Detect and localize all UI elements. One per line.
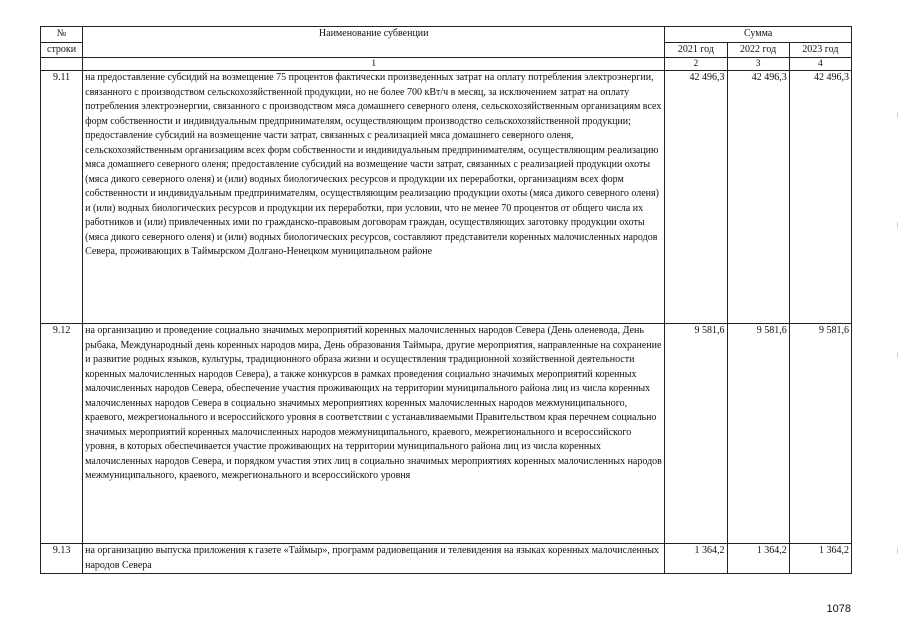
page-number: 1078	[826, 603, 851, 615]
row-value-2022: 42 496,3	[727, 71, 789, 324]
scan-margin-mark	[897, 222, 898, 228]
row-number: 9.12	[41, 324, 83, 544]
index-cell-3: 3	[727, 58, 789, 71]
row-value-2023: 9 581,6	[789, 324, 851, 544]
table-row	[41, 71, 852, 324]
row-value-2021: 1 364,2	[665, 544, 727, 574]
row-description: на организацию и проведение социально значимых мероприятий коренных малочисленных народов Севера (День оленевода, День рыбака, Международный день коренных народов мира, День образования Таймыра, другие мероприятия, направленные на сохранение и развитие родных языков, культуры, традиционного образа жизни и осуществления традиционной хозяйственной деятельности коренных малочисленных народов Севера), а также конкурсов в рамках проведения социально значимых мероприятий коренных малочисленных народов Севера, обеспечение участия проживающих на территории муниципального района лиц из числа коренных малочисленных народов Севера в социально значимых мероприятиях коренных малочисленных народов межмуниципального, краевого, межрегионального и всероссийского уровня в соответствии с устанавливаемыми Правительством края перечнем социально значимых мероприятий коренных малочисленных народов межмуниципального, краевого, межрегионального и всероссийского уровня, в которых обеспечивается участие проживающих на территории муниципального района лиц из числа коренных малочисленных народов Севера, и порядком участия этих лиц в социально значимых мероприятиях коренных малочисленных народов межмуниципального, краевого, межрегионального и всероссийского уровня	[83, 324, 665, 544]
row-value-2022: 1 364,2	[727, 544, 789, 574]
row-description: на предоставление субсидий на возмещение 75 процентов фактически произведенных затрат на оплату потребления электроэнергии, связанного с производством сельскохозяйственной продукции, но не более 700 кВт/ч в месяц, за исключением затрат на оплату потребления электроэнергии, связанного с производством мяса домашнего северного оленя, сельскохозяйственным организациям всех форм собственности и индивидуальным предпринимателям, осуществляющим производство сельскохозяйственной продукции; предоставление субсидий на возмещение части затрат, связанных с реализацией мяса домашнего северного оленя, сельскохозяйственным организациям всех форм собственности и индивидуальным предпринимателям, осуществляющим реализацию мяса домашнего северного оленя; предоставление субсидий на возмещение части затрат, связанных с реализацией продукции охоты (мяса дикого северного оленя) и (или) водных биологических ресурсов и продукции их переработки, организациям всех форм собственности и индивидуальным предпринимателям, осуществляющим реализацию продукции охоты (мяса дикого северного оленя) и (или) водных биологических ресурсов и продукции их переработки, при условии, что не менее 70 процентов от общего числа их работников и (или) привлеченных ими по гражданско-правовым договорам граждан, осуществляющих заготовку продукции охоты (мяса дикого северного оленя) и (или) водных биологических ресурсов, составляют представители коренных малочисленных народов Севера, проживающих в Таймырском Долгано-Ненецком муниципальном районе	[83, 71, 665, 324]
scan-margin-mark	[897, 548, 898, 554]
scan-margin-mark	[897, 112, 898, 118]
index-cell-1: 1	[83, 58, 665, 71]
scan-margin-mark	[897, 352, 898, 358]
header-year-2021: 2021 год	[665, 42, 727, 58]
header-num-bottom: строки	[41, 42, 83, 58]
header-num-top: №	[41, 27, 83, 43]
index-cell-2: 2	[665, 58, 727, 71]
header-sum: Сумма	[665, 27, 852, 43]
index-cell-4: 4	[789, 58, 851, 71]
header-year-2023: 2023 год	[789, 42, 851, 58]
table-row	[41, 544, 852, 574]
row-number: 9.13	[41, 544, 83, 574]
row-value-2022: 9 581,6	[727, 324, 789, 544]
index-cell-empty	[41, 58, 83, 71]
row-value-2021: 9 581,6	[665, 324, 727, 544]
row-value-2023: 42 496,3	[789, 71, 851, 324]
row-value-2023: 1 364,2	[789, 544, 851, 574]
row-value-2021: 42 496,3	[665, 71, 727, 324]
row-number: 9.11	[41, 71, 83, 324]
subvention-table	[40, 26, 852, 574]
header-year-2022: 2022 год	[727, 42, 789, 58]
table-row	[41, 324, 852, 544]
row-description: на организацию выпуска приложения к газете «Таймыр», программ радиовещания и телевидения на языках коренных малочисленных народов Севера	[83, 544, 665, 574]
header-name: Наименование субвенции	[83, 27, 665, 58]
